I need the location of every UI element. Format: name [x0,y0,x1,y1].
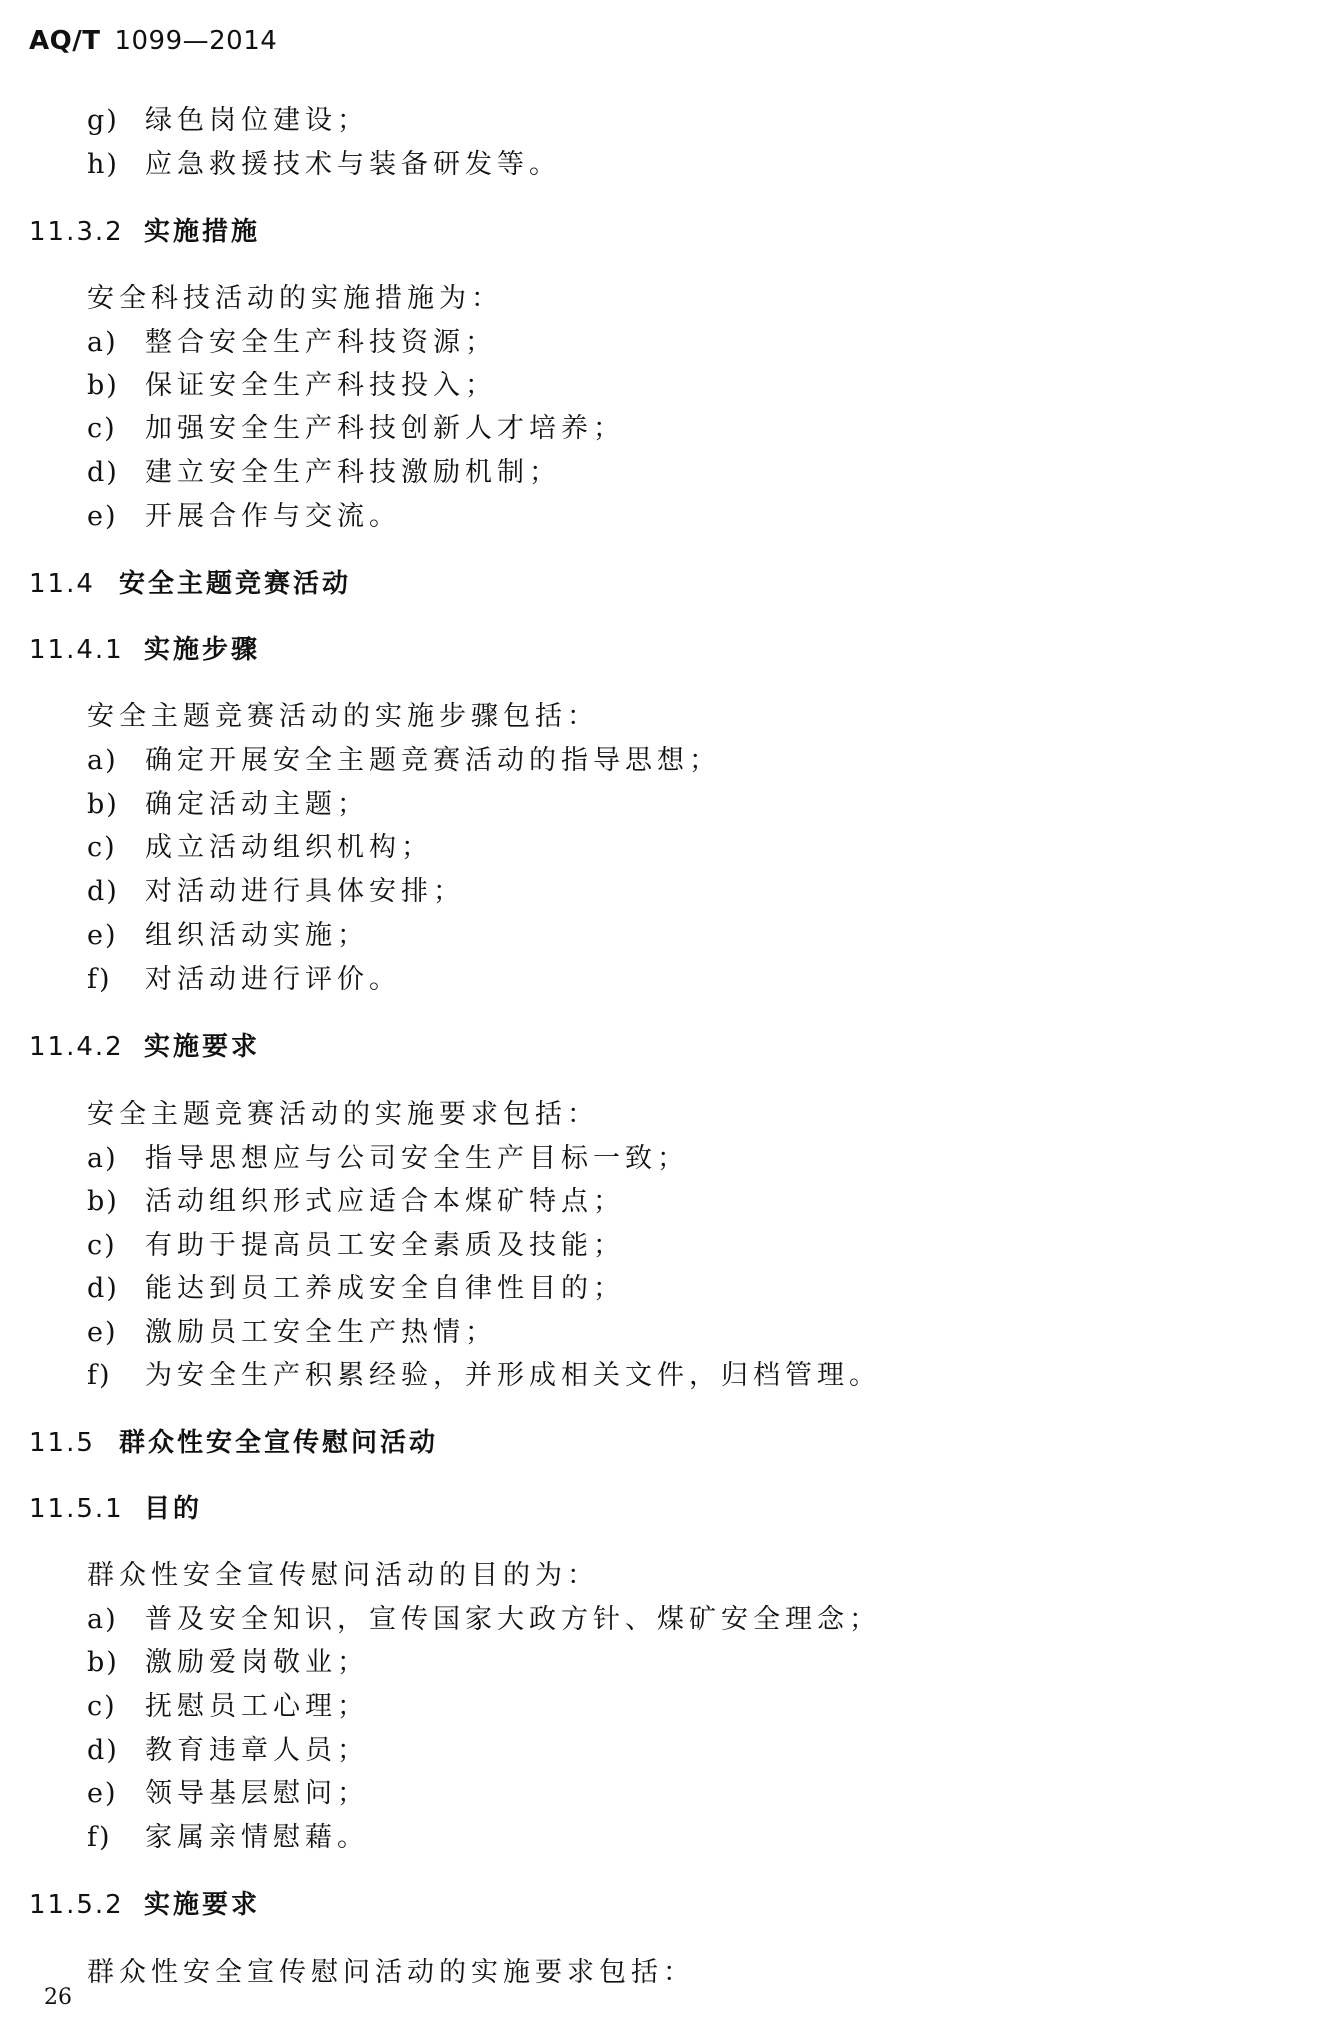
list-item-text: 对活动进行评价。 [145,964,401,995]
list-item-text: 活动组织形式应适合本煤矿特点； [145,1186,625,1217]
list-item [87,1223,625,1262]
list-item-text: 为安全生产积累经验，并形成相关文件，归档管理。 [145,1360,881,1391]
list-item-text: 家属亲情慰藉。 [145,1822,369,1853]
paragraph: 安全主题竞赛活动的实施步骤包括： [87,701,599,732]
page-header [29,26,277,56]
section-number: 11.4.2 [29,1032,124,1062]
list-item-label: e) [87,1778,118,1809]
section-title: 实施措施 [144,217,261,247]
section-title: 安全主题竞赛活动 [119,569,352,599]
list-item-label: c) [87,1230,117,1261]
list-item-label: a) [87,745,118,776]
list-item-text: 普及安全知识，宣传国家大政方针、煤矿安全理念； [145,1604,881,1635]
section-heading [29,1488,202,1525]
section-title: 实施步骤 [144,635,261,665]
section-number: 11.5 [29,1428,95,1458]
list-item [87,142,561,181]
list-item [87,406,625,445]
list-item [87,98,369,137]
list-item-label: g) [87,105,119,136]
list-item-label: a) [87,1143,118,1174]
paragraph: 群众性安全宣传慰问活动的实施要求包括： [87,1957,695,1988]
list-item-text: 领导基层慰问； [145,1778,369,1809]
list-item-text: 教育违章人员； [145,1735,369,1766]
list-item [87,1771,369,1810]
list-item-text: 开展合作与交流。 [145,501,401,532]
list-item [87,782,369,821]
section-heading [29,629,260,666]
list-item-text: 确定开展安全主题竞赛活动的指导思想； [145,745,721,776]
list-item [87,738,721,777]
list-item [87,869,465,908]
list-item-text: 建立安全生产科技激励机制； [145,457,561,488]
list-item-label: b) [87,1186,119,1217]
list-item-label: d) [87,876,119,907]
list-item-text: 确定活动主题； [145,789,369,820]
list-item-text: 能达到员工养成安全自律性目的； [145,1273,625,1304]
list-item [87,1640,369,1679]
list-item-label: e) [87,1317,118,1348]
list-item-text: 有助于提高员工安全素质及技能； [145,1230,625,1261]
list-item-text: 成立活动组织机构； [145,832,433,863]
section-title: 目的 [144,1494,203,1524]
list-item [87,320,497,359]
list-item-label: c) [87,832,117,863]
list-item [87,1179,625,1218]
list-item-label: b) [87,370,119,401]
list-item [87,1597,881,1636]
list-item [87,825,433,864]
list-item-text: 保证安全生产科技投入； [145,370,497,401]
list-item-text: 指导思想应与公司安全生产目标一致； [145,1143,689,1174]
standard-number: 1099—2014 [114,26,278,56]
standard-code: AQ/T [29,26,101,56]
list-item-text: 激励爱岗敬业； [145,1647,369,1678]
section-number: 11.4 [29,569,95,599]
list-item [87,1266,625,1305]
section-heading [29,1884,260,1921]
list-item-label: b) [87,789,119,820]
section-title: 群众性安全宣传慰问活动 [119,1428,439,1458]
list-item-label: d) [87,1735,119,1766]
paragraph: 安全科技活动的实施措施为： [87,283,503,314]
list-item-label: h) [87,149,119,180]
section-heading [29,211,260,248]
list-item-label: a) [87,1604,118,1635]
list-item-label: a) [87,327,118,358]
list-item [87,363,497,402]
list-item [87,957,401,996]
list-item-label: c) [87,1691,117,1722]
list-item [87,1353,881,1392]
section-title: 实施要求 [144,1890,261,1920]
list-item-label: b) [87,1647,119,1678]
list-item [87,1136,689,1175]
list-item-text: 整合安全生产科技资源； [145,327,497,358]
list-item [87,1728,369,1767]
section-heading [29,1422,438,1459]
list-item-label: d) [87,1273,119,1304]
section-heading [29,563,351,600]
section-number: 11.3.2 [29,217,124,247]
list-item-label: e) [87,501,118,532]
section-title: 实施要求 [144,1032,261,1062]
list-item [87,494,401,533]
list-item [87,450,561,489]
paragraph: 群众性安全宣传慰问活动的目的为： [87,1560,599,1591]
list-item [87,1815,369,1854]
list-item-label: f) [87,964,112,995]
list-item [87,913,369,952]
list-item-text: 应急救援技术与装备研发等。 [145,149,561,180]
section-heading [29,1026,260,1063]
list-item-label: c) [87,413,117,444]
paragraph: 安全主题竞赛活动的实施要求包括： [87,1099,599,1130]
list-item [87,1684,369,1723]
list-item-text: 加强安全生产科技创新人才培养； [145,413,625,444]
section-number: 11.5.1 [29,1494,124,1524]
page-number: 26 [44,1985,72,2010]
list-item-text: 对活动进行具体安排； [145,876,465,907]
list-item-text: 激励员工安全生产热情； [145,1317,497,1348]
section-number: 11.4.1 [29,635,124,665]
list-item [87,1310,497,1349]
list-item-text: 组织活动实施； [145,920,369,951]
list-item-text: 绿色岗位建设； [145,105,369,136]
list-item-text: 抚慰员工心理； [145,1691,369,1722]
section-number: 11.5.2 [29,1890,124,1920]
list-item-label: f) [87,1822,112,1853]
list-item-label: e) [87,920,118,951]
list-item-label: d) [87,457,119,488]
list-item-label: f) [87,1360,112,1391]
